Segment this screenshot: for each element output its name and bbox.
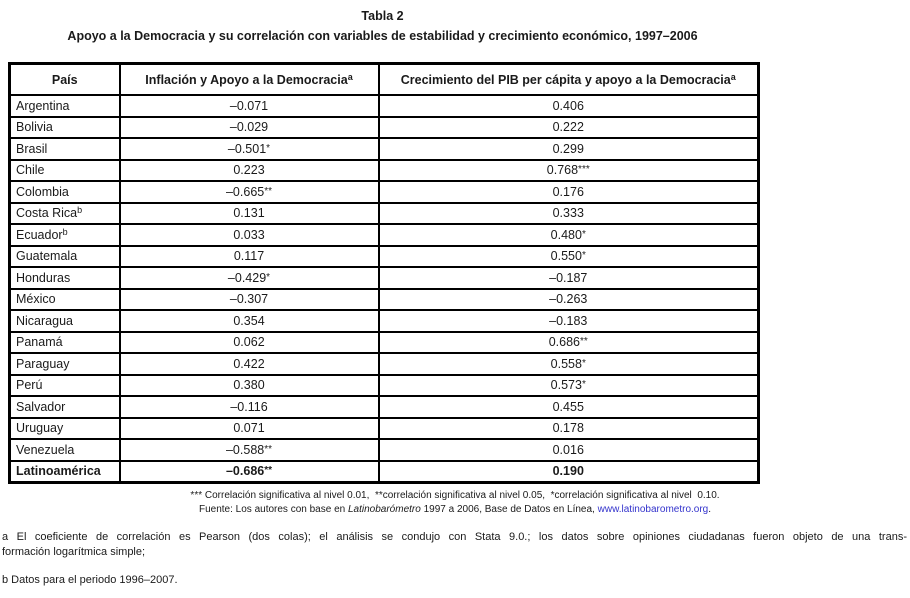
table-row bbox=[10, 353, 759, 375]
header-pais bbox=[10, 64, 120, 96]
country-cell bbox=[10, 203, 120, 225]
inflacion-cell bbox=[120, 289, 379, 311]
country-footnote-sup: b bbox=[77, 205, 83, 216]
country-name: Argentina bbox=[16, 98, 70, 113]
source-link[interactable]: www.latinobarometro.org bbox=[597, 504, 709, 515]
inflacion-cell bbox=[120, 375, 379, 397]
source-note bbox=[0, 503, 910, 517]
pib-cell-value: 0.573 bbox=[550, 378, 582, 393]
header-inflacion-label: Inflación y Apoyo a la Democracia bbox=[145, 72, 348, 87]
pib-cell bbox=[379, 461, 759, 483]
pib-cell-value: 0.406 bbox=[552, 98, 584, 113]
table-row bbox=[10, 396, 759, 418]
country-cell bbox=[10, 246, 120, 268]
country-name: Nicaragua bbox=[16, 313, 73, 328]
pib-cell-value: 0.016 bbox=[552, 442, 584, 457]
country-name: Honduras bbox=[16, 270, 71, 285]
inflacion-cell bbox=[120, 160, 379, 182]
table-number-title: Tabla 2 bbox=[361, 9, 404, 23]
country-name: Salvador bbox=[16, 399, 66, 414]
inflacion-cell bbox=[120, 224, 379, 246]
source-prefix: Fuente: Los autores con base en bbox=[198, 504, 348, 515]
table-row bbox=[10, 160, 759, 182]
inflacion-cell bbox=[120, 353, 379, 375]
pib-cell bbox=[379, 95, 759, 117]
table-row bbox=[10, 224, 759, 246]
table-subtitle: Apoyo a la Democracia y su correlación con variables de estabilidad y crecimiento económico, 1997–2006 bbox=[67, 29, 698, 43]
inflacion-cell-value: 0.422 bbox=[233, 356, 265, 371]
table-header-block bbox=[8, 8, 757, 44]
inflacion-cell-value: 0.131 bbox=[233, 206, 265, 221]
table-row bbox=[10, 310, 759, 332]
significance-stars: * bbox=[581, 250, 586, 262]
source-suffix: . bbox=[708, 504, 712, 515]
country-name: Colombia bbox=[16, 184, 69, 199]
inflacion-cell-value: –0.686 bbox=[225, 464, 265, 479]
table-row bbox=[10, 117, 759, 139]
country-cell bbox=[10, 439, 120, 461]
inflacion-cell bbox=[120, 138, 379, 160]
country-name: Brasil bbox=[16, 141, 48, 156]
table-row bbox=[10, 439, 759, 461]
pib-cell bbox=[379, 267, 759, 289]
pib-cell bbox=[379, 353, 759, 375]
inflacion-cell bbox=[120, 246, 379, 268]
country-name: Latinoamérica bbox=[16, 464, 101, 479]
table-row bbox=[10, 181, 759, 203]
significance-stars: ** bbox=[264, 465, 273, 477]
pib-cell bbox=[379, 160, 759, 182]
pib-cell-value: –0.263 bbox=[549, 292, 588, 307]
country-cell bbox=[10, 117, 120, 139]
table-row bbox=[10, 95, 759, 117]
inflacion-cell bbox=[120, 203, 379, 225]
country-cell bbox=[10, 138, 120, 160]
pib-cell bbox=[379, 246, 759, 268]
pib-cell-value: –0.183 bbox=[549, 313, 588, 328]
pib-cell bbox=[379, 396, 759, 418]
table-footnotes bbox=[0, 489, 910, 517]
inflacion-cell bbox=[120, 95, 379, 117]
inflacion-cell-value: 0.062 bbox=[233, 335, 265, 350]
table-row bbox=[10, 418, 759, 440]
significance-stars: ** bbox=[579, 336, 588, 348]
inflacion-cell-value: 0.380 bbox=[233, 378, 265, 393]
pib-cell-value: 0.222 bbox=[552, 120, 584, 135]
pib-cell bbox=[379, 289, 759, 311]
table-row bbox=[10, 461, 759, 483]
note-a-line2: formación logarítmica simple; bbox=[2, 546, 146, 558]
note-b: b Datos para el periodo 1996–2007. bbox=[2, 574, 178, 586]
table-row bbox=[10, 246, 759, 268]
table-row bbox=[10, 375, 759, 397]
inflacion-cell-value: 0.117 bbox=[233, 249, 265, 264]
inflacion-cell-value: –0.071 bbox=[229, 98, 269, 113]
table-header-row bbox=[10, 64, 759, 96]
header-pib-sup: a bbox=[730, 71, 736, 82]
pib-cell-value: 0.178 bbox=[552, 421, 584, 436]
header-pib-label: Crecimiento del PIB per cápita y apoyo a la Democracia bbox=[400, 72, 731, 87]
significance-stars: ** bbox=[264, 185, 273, 197]
inflacion-cell-value: –0.429 bbox=[227, 270, 267, 285]
inflacion-cell-value: –0.029 bbox=[229, 120, 269, 135]
inflacion-cell bbox=[120, 181, 379, 203]
table-row bbox=[10, 267, 759, 289]
country-cell bbox=[10, 181, 120, 203]
country-cell bbox=[10, 160, 120, 182]
pib-cell-value: 0.550 bbox=[550, 249, 582, 264]
inflacion-cell bbox=[120, 267, 379, 289]
pib-cell-value: –0.187 bbox=[549, 270, 588, 285]
inflacion-cell-value: –0.116 bbox=[230, 399, 268, 414]
correlation-table bbox=[8, 62, 760, 484]
pib-cell bbox=[379, 203, 759, 225]
country-cell bbox=[10, 310, 120, 332]
header-pib bbox=[379, 64, 759, 96]
country-name: Bolivia bbox=[16, 120, 53, 135]
pib-cell bbox=[379, 418, 759, 440]
inflacion-cell bbox=[120, 418, 379, 440]
header-inflacion-sup: a bbox=[347, 71, 353, 82]
source-publication-name: Latinobarómetro bbox=[347, 504, 421, 515]
pib-cell bbox=[379, 138, 759, 160]
pib-cell-value: 0.480 bbox=[550, 227, 582, 242]
inflacion-cell-value: –0.307 bbox=[229, 292, 269, 307]
significance-stars: * bbox=[581, 228, 586, 240]
country-cell bbox=[10, 224, 120, 246]
country-name: Paraguay bbox=[16, 356, 70, 371]
pib-cell bbox=[379, 117, 759, 139]
inflacion-cell bbox=[120, 117, 379, 139]
table-row bbox=[10, 289, 759, 311]
inflacion-cell bbox=[120, 310, 379, 332]
country-cell bbox=[10, 375, 120, 397]
country-cell bbox=[10, 418, 120, 440]
pib-cell bbox=[379, 332, 759, 354]
pib-cell-value: 0.455 bbox=[552, 399, 584, 414]
pib-cell bbox=[379, 439, 759, 461]
country-name: Costa Rica bbox=[16, 206, 78, 221]
country-name: Perú bbox=[16, 378, 43, 393]
country-cell bbox=[10, 396, 120, 418]
inflacion-cell-value: –0.501 bbox=[227, 141, 267, 156]
inflacion-cell-value: 0.354 bbox=[233, 313, 265, 328]
notes-block bbox=[2, 530, 907, 588]
country-cell bbox=[10, 267, 120, 289]
pib-cell-value: 0.333 bbox=[552, 206, 584, 221]
table-row bbox=[10, 203, 759, 225]
table-body bbox=[10, 95, 759, 483]
inflacion-cell-value: 0.071 bbox=[233, 421, 265, 436]
pib-cell bbox=[379, 375, 759, 397]
country-name: Uruguay bbox=[16, 421, 64, 436]
inflacion-cell bbox=[120, 439, 379, 461]
inflacion-cell bbox=[120, 332, 379, 354]
inflacion-cell bbox=[120, 461, 379, 483]
country-name: Ecuador bbox=[16, 227, 63, 242]
table-row bbox=[10, 138, 759, 160]
country-name: Guatemala bbox=[16, 249, 78, 264]
country-name: Venezuela bbox=[16, 442, 75, 457]
significance-stars: ** bbox=[264, 443, 273, 455]
significance-stars: *** bbox=[578, 164, 590, 176]
header-inflacion bbox=[120, 64, 379, 96]
country-footnote-sup: b bbox=[62, 226, 68, 237]
country-cell bbox=[10, 95, 120, 117]
significance-note: *** Correlación significativa al nivel 0.01, **correlación significativa al nivel 0.05, *correlación significativa al nivel 0.10. bbox=[190, 490, 720, 501]
pib-cell-value: 0.686 bbox=[548, 335, 580, 350]
pib-cell bbox=[379, 310, 759, 332]
inflacion-cell-value: –0.588 bbox=[225, 442, 265, 457]
country-cell bbox=[10, 332, 120, 354]
country-cell bbox=[10, 289, 120, 311]
pib-cell-value: 0.768 bbox=[546, 163, 579, 178]
pib-cell-value: 0.558 bbox=[550, 356, 582, 371]
significance-stars: * bbox=[266, 142, 271, 154]
pib-cell-value: 0.190 bbox=[552, 464, 584, 479]
country-name: Panamá bbox=[16, 335, 63, 350]
significance-stars: * bbox=[581, 357, 586, 369]
pib-cell bbox=[379, 224, 759, 246]
table-row bbox=[10, 332, 759, 354]
country-cell bbox=[10, 461, 120, 483]
country-cell bbox=[10, 353, 120, 375]
inflacion-cell-value: 0.033 bbox=[233, 227, 265, 242]
country-name: México bbox=[16, 292, 56, 307]
pib-cell-value: 0.176 bbox=[552, 184, 584, 199]
inflacion-cell-value: –0.665 bbox=[225, 184, 265, 199]
pib-cell bbox=[379, 181, 759, 203]
country-name: Chile bbox=[16, 163, 45, 178]
header-pais-label: País bbox=[51, 72, 78, 87]
pib-cell-value: 0.299 bbox=[552, 141, 584, 156]
inflacion-cell bbox=[120, 396, 379, 418]
significance-stars: * bbox=[581, 379, 586, 391]
note-a-line1: a El coeficiente de correlación es Pearson (dos colas); el análisis se condujo con Stata 9.0.; los datos sobre opiniones ciudadanas fueron objeto de una trans- bbox=[2, 531, 907, 543]
source-middle: 1997 a 2006, Base de Datos en Línea, bbox=[420, 504, 598, 515]
inflacion-cell-value: 0.223 bbox=[233, 163, 265, 178]
significance-stars: * bbox=[266, 271, 271, 283]
